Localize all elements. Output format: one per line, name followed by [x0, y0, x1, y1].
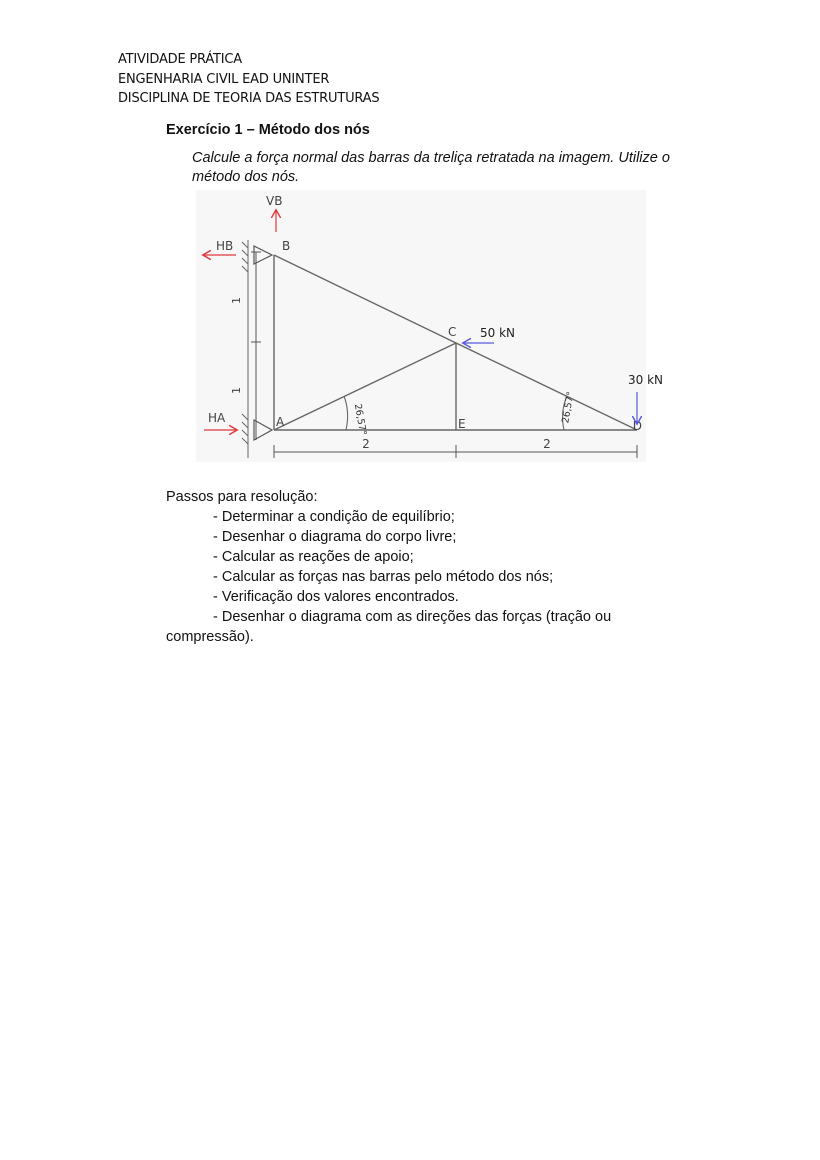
node-a-label: A [276, 415, 285, 429]
load-c-label: 50 kN [480, 326, 516, 340]
reaction-vb-label: VB [266, 194, 283, 208]
truss-figure [196, 190, 664, 462]
header-line-1: ATIVIDADE PRÁTICA [118, 52, 242, 67]
dim-ed-label: 2 [543, 437, 551, 451]
steps-intro: Passos para resolução: [166, 489, 318, 505]
node-e-label: E [458, 417, 466, 431]
step-item: - Verificação dos valores encontrados. [213, 589, 459, 605]
step-item: - Calcular as reações de apoio; [213, 549, 414, 565]
resolution-steps [166, 487, 686, 647]
reaction-ha-label: HA [208, 411, 226, 425]
dim-ae-label: 2 [362, 437, 370, 451]
step-item: - Desenhar o diagrama com as direções das forças (tração ou compressão). [166, 609, 612, 645]
load-d-label: 30 kN [628, 373, 664, 387]
document-header [118, 50, 379, 109]
angle-label-a: 26,57° [351, 402, 369, 437]
step-item: - Desenhar o diagrama do corpo livre; [213, 529, 457, 545]
reaction-hb-label: HB [216, 239, 234, 253]
header-line-2: ENGENHARIA CIVIL EAD UNINTER [118, 71, 330, 87]
dim-upper-label: 1 [230, 297, 243, 304]
step-item: - Calcular as forças nas barras pelo método dos nós; [213, 569, 554, 585]
header-line-3: DISCIPLINA DE TEORIA DAS ESTRUTURAS [118, 91, 380, 106]
exercise-title: Exercício 1 – Método dos nós [166, 122, 370, 138]
angle-label-d: 26,57° [560, 390, 577, 425]
exercise-statement: Calcule a força normal das barras da treliça retratada na imagem. Utilize o método dos nós. [192, 150, 670, 185]
step-item: - Determinar a condição de equilíbrio; [213, 509, 455, 525]
dim-lower-label: 1 [230, 387, 243, 394]
node-c-label: C [448, 325, 457, 339]
node-d-label: D [632, 419, 642, 433]
node-b-label: B [282, 239, 291, 253]
